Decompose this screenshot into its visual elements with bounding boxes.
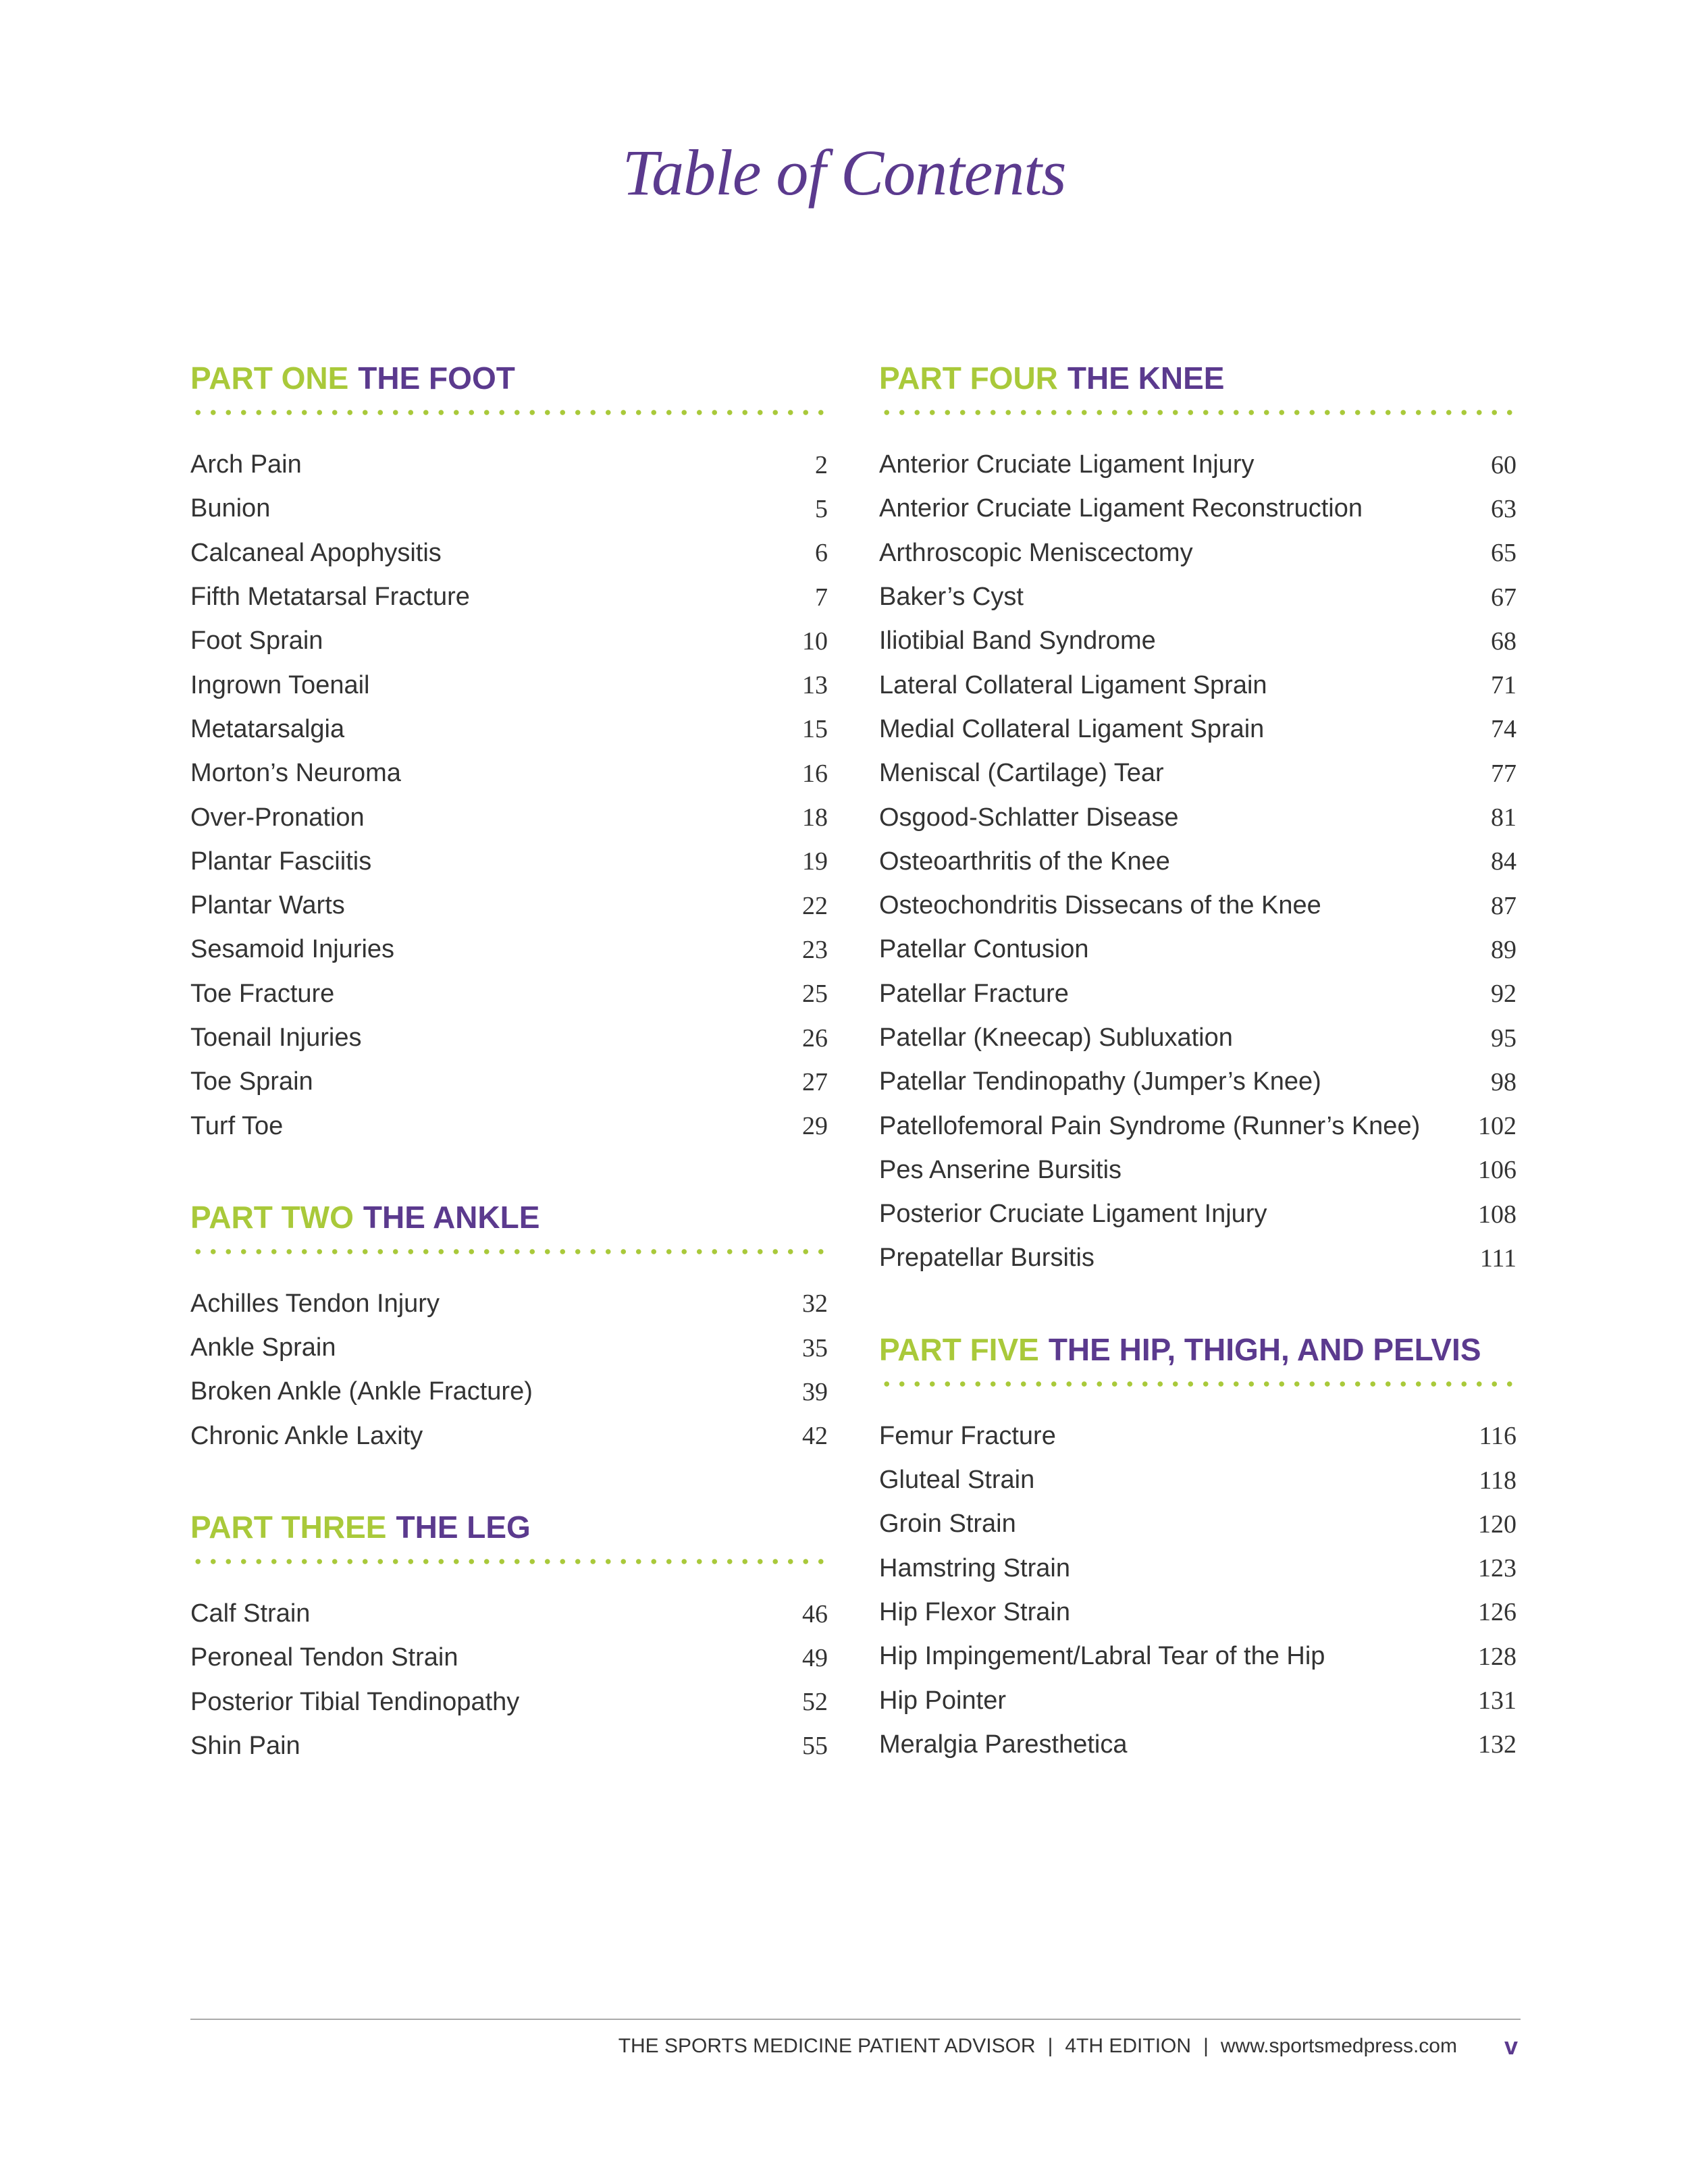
entry-page-number: 13 xyxy=(802,671,828,700)
toc-section xyxy=(879,1329,1521,1767)
entry-title: Patellar Tendinopathy (Jumper’s Knee) xyxy=(879,1067,1321,1096)
entry-title: Osteoarthritis of the Knee xyxy=(879,847,1170,876)
dotted-divider xyxy=(879,1381,1521,1387)
entry-page-number: 87 xyxy=(1491,891,1516,920)
dotted-divider xyxy=(190,1248,832,1255)
toc-entry[interactable] xyxy=(190,840,832,884)
entry-title: Patellar Contusion xyxy=(879,935,1089,964)
entry-title: Osgood-Schlatter Disease xyxy=(879,803,1179,832)
toc-entry[interactable] xyxy=(879,443,1521,487)
toc-entry[interactable] xyxy=(879,531,1521,575)
entry-page-number: 29 xyxy=(802,1112,828,1141)
toc-entry[interactable] xyxy=(879,1060,1521,1104)
entry-title: Hip Pointer xyxy=(879,1686,1006,1715)
part-name: THE ANKLE xyxy=(363,1199,540,1235)
entry-title: Patellar Fracture xyxy=(879,979,1069,1008)
toc-entry[interactable] xyxy=(190,1016,832,1060)
entry-title: Metatarsalgia xyxy=(190,714,345,743)
toc-section xyxy=(190,1197,832,1458)
entry-page-number: 26 xyxy=(802,1023,828,1053)
toc-entry[interactable] xyxy=(879,1192,1521,1236)
entry-title: Turf Toe xyxy=(190,1111,284,1140)
entry-title: Baker’s Cyst xyxy=(879,583,1024,612)
page-title: Table of Contents xyxy=(622,136,1066,209)
entry-title: Posterior Cruciate Ligament Injury xyxy=(879,1200,1267,1229)
toc-entry[interactable] xyxy=(190,443,832,487)
entry-title: Patellar (Kneecap) Subluxation xyxy=(879,1023,1233,1052)
entry-page-number: 67 xyxy=(1491,583,1516,612)
toc-entry[interactable] xyxy=(879,972,1521,1016)
entry-title: Prepatellar Bursitis xyxy=(879,1244,1094,1273)
toc-entry[interactable] xyxy=(190,619,832,663)
entry-title: Gluteal Strain xyxy=(879,1466,1035,1495)
toc-entry[interactable] xyxy=(190,795,832,839)
entry-title: Arthroscopic Meniscectomy xyxy=(879,538,1193,567)
entry-title: Femur Fracture xyxy=(879,1421,1056,1450)
entry-page-number: 25 xyxy=(802,980,828,1009)
part-heading xyxy=(190,1197,832,1237)
entry-title: Morton’s Neuroma xyxy=(190,759,401,788)
entry-page-number: 5 xyxy=(815,494,828,523)
entry-page-number: 128 xyxy=(1478,1642,1516,1671)
toc-entry[interactable] xyxy=(190,1060,832,1104)
toc-entry[interactable] xyxy=(190,1282,832,1326)
entry-page-number: 65 xyxy=(1491,539,1516,568)
entry-title: Fifth Metatarsal Fracture xyxy=(190,583,470,612)
part-name: THE KNEE xyxy=(1067,361,1225,396)
toc-entry[interactable] xyxy=(879,1458,1521,1502)
toc-entry[interactable] xyxy=(879,1236,1521,1280)
entry-title: Achilles Tendon Injury xyxy=(190,1289,440,1318)
entry-page-number: 118 xyxy=(1479,1466,1516,1495)
toc-entry[interactable] xyxy=(190,1724,832,1768)
entry-page-number: 6 xyxy=(815,539,828,568)
entry-page-number: 7 xyxy=(815,583,828,612)
entry-title: Sesamoid Injuries xyxy=(190,935,395,964)
entry-title: Anterior Cruciate Ligament Injury xyxy=(879,450,1255,479)
entry-page-number: 68 xyxy=(1491,627,1516,656)
entry-title: Broken Ankle (Ankle Fracture) xyxy=(190,1377,533,1406)
toc-entry[interactable] xyxy=(879,1591,1521,1634)
entry-title: Osteochondritis Dissecans of the Knee xyxy=(879,891,1321,920)
entry-title: Plantar Fasciitis xyxy=(190,847,372,876)
entry-title: Toe Fracture xyxy=(190,979,335,1008)
entry-page-number: 132 xyxy=(1478,1730,1516,1759)
toc-entry[interactable] xyxy=(879,795,1521,839)
part-heading xyxy=(879,358,1521,398)
toc-entry[interactable] xyxy=(879,1634,1521,1678)
entry-page-number: 39 xyxy=(802,1377,828,1406)
toc-entry[interactable] xyxy=(190,1104,832,1148)
entry-page-number: 131 xyxy=(1478,1686,1516,1715)
entry-page-number: 2 xyxy=(815,450,828,479)
entry-page-number: 89 xyxy=(1491,935,1516,964)
toc-entry[interactable] xyxy=(879,708,1521,751)
entry-page-number: 106 xyxy=(1478,1156,1516,1185)
toc-entry[interactable] xyxy=(190,531,832,575)
dotted-divider xyxy=(190,409,832,416)
entry-page-number: 71 xyxy=(1491,671,1516,700)
toc-left-column xyxy=(190,358,832,1817)
toc-entry[interactable] xyxy=(879,884,1521,928)
entry-page-number: 15 xyxy=(802,715,828,744)
part-heading xyxy=(879,1329,1521,1370)
entry-page-number: 98 xyxy=(1491,1067,1516,1096)
entry-title: Meniscal (Cartilage) Tear xyxy=(879,759,1164,788)
entry-page-number: 77 xyxy=(1491,759,1516,788)
entry-page-number: 92 xyxy=(1491,980,1516,1009)
entry-page-number: 126 xyxy=(1478,1598,1516,1627)
part-name: THE FOOT xyxy=(358,361,515,396)
entry-page-number: 60 xyxy=(1491,450,1516,479)
footer-separator: | xyxy=(1047,2035,1053,2057)
entry-title: Over-Pronation xyxy=(190,803,365,832)
toc-entry[interactable] xyxy=(190,928,832,971)
entry-page-number: 19 xyxy=(802,847,828,876)
entry-page-number: 16 xyxy=(802,759,828,788)
entry-title: Toe Sprain xyxy=(190,1067,313,1096)
entry-title: Peroneal Tendon Strain xyxy=(190,1643,458,1672)
toc-entry[interactable] xyxy=(190,1592,832,1636)
entry-title: Ankle Sprain xyxy=(190,1333,336,1362)
toc-entry[interactable] xyxy=(879,1414,1521,1458)
toc-entry[interactable] xyxy=(879,1104,1521,1148)
toc-entry[interactable] xyxy=(190,1636,832,1680)
toc-entry[interactable] xyxy=(190,575,832,619)
entry-title: Ingrown Toenail xyxy=(190,670,370,699)
part-number: PART TWO xyxy=(190,1199,354,1235)
toc-entry[interactable] xyxy=(879,487,1521,531)
entry-title: Iliotibial Band Syndrome xyxy=(879,627,1156,656)
entry-page-number: 95 xyxy=(1491,1023,1516,1053)
toc-entry[interactable] xyxy=(879,1547,1521,1591)
entry-title: Hamstring Strain xyxy=(879,1553,1070,1582)
footer xyxy=(618,2032,1518,2060)
part-heading xyxy=(190,1507,832,1547)
toc-entry[interactable] xyxy=(190,708,832,751)
entry-page-number: 55 xyxy=(802,1732,828,1761)
toc-entry[interactable] xyxy=(879,663,1521,707)
entry-page-number: 49 xyxy=(802,1643,828,1672)
entry-page-number: 35 xyxy=(802,1333,828,1362)
footer-book-title: THE SPORTS MEDICINE PATIENT ADVISOR xyxy=(618,2035,1036,2057)
entry-page-number: 10 xyxy=(802,627,828,656)
entry-title: Meralgia Paresthetica xyxy=(879,1730,1128,1759)
entry-title: Calcaneal Apophysitis xyxy=(190,538,442,567)
entry-title: Hip Flexor Strain xyxy=(879,1597,1070,1626)
footer-rule xyxy=(190,2019,1521,2020)
entry-title: Groin Strain xyxy=(879,1510,1016,1539)
entry-title: Medial Collateral Ligament Sprain xyxy=(879,714,1265,743)
entry-page-number: 32 xyxy=(802,1289,828,1319)
toc-entry[interactable] xyxy=(879,1016,1521,1060)
part-number: PART FOUR xyxy=(879,361,1058,396)
entry-page-number: 46 xyxy=(802,1599,828,1628)
entry-page-number: 42 xyxy=(802,1422,828,1451)
entry-page-number: 123 xyxy=(1478,1554,1516,1583)
entry-title: Foot Sprain xyxy=(190,627,323,656)
entry-page-number: 18 xyxy=(802,803,828,832)
toc-entry[interactable] xyxy=(879,1678,1521,1722)
entry-page-number: 27 xyxy=(802,1067,828,1096)
part-number: PART THREE xyxy=(190,1509,387,1545)
entry-page-number: 120 xyxy=(1478,1510,1516,1539)
toc-entry[interactable] xyxy=(879,928,1521,971)
entry-page-number: 81 xyxy=(1491,803,1516,832)
footer-url[interactable]: www.sportsmedpress.com xyxy=(1220,2035,1457,2057)
toc-entry[interactable] xyxy=(190,751,832,795)
toc-right-column xyxy=(879,358,1521,1815)
toc-entry[interactable] xyxy=(879,751,1521,795)
entry-page-number: 102 xyxy=(1478,1112,1516,1141)
part-heading xyxy=(190,358,832,398)
entry-title: Pes Anserine Bursitis xyxy=(879,1155,1122,1184)
entry-title: Bunion xyxy=(190,494,271,523)
entry-page-number: 108 xyxy=(1478,1200,1516,1229)
toc-entry[interactable] xyxy=(879,840,1521,884)
entry-title: Chronic Ankle Laxity xyxy=(190,1421,423,1450)
footer-separator: | xyxy=(1203,2035,1209,2057)
entry-page-number: 63 xyxy=(1491,494,1516,523)
entry-page-number: 52 xyxy=(802,1688,828,1717)
toc-section xyxy=(879,358,1521,1281)
toc-entry[interactable] xyxy=(190,1370,832,1414)
dotted-divider xyxy=(879,409,1521,416)
entry-page-number: 22 xyxy=(802,891,828,920)
entry-title: Lateral Collateral Ligament Sprain xyxy=(879,670,1267,699)
entry-page-number: 84 xyxy=(1491,847,1516,876)
toc-entry[interactable] xyxy=(190,663,832,707)
entry-title: Plantar Warts xyxy=(190,891,345,920)
toc-entry[interactable] xyxy=(879,1502,1521,1546)
part-number: PART ONE xyxy=(190,361,349,396)
entry-title: Patellofemoral Pain Syndrome (Runner’s Knee) xyxy=(879,1111,1421,1140)
page-number: v xyxy=(1504,2032,1518,2060)
entry-title: Shin Pain xyxy=(190,1731,300,1760)
toc-entry[interactable] xyxy=(879,1148,1521,1192)
entry-title: Anterior Cruciate Ligament Reconstruction xyxy=(879,494,1363,523)
toc-entry[interactable] xyxy=(190,1414,832,1458)
footer-edition: 4TH EDITION xyxy=(1065,2035,1192,2057)
toc-entry[interactable] xyxy=(879,1723,1521,1767)
entry-page-number: 74 xyxy=(1491,715,1516,744)
toc-section xyxy=(190,1507,832,1768)
toc-section xyxy=(190,358,832,1148)
entry-page-number: 23 xyxy=(802,935,828,964)
entry-title: Hip Impingement/Labral Tear of the Hip xyxy=(879,1642,1325,1671)
toc-entry[interactable] xyxy=(879,575,1521,619)
entry-title: Posterior Tibial Tendinopathy xyxy=(190,1687,520,1716)
toc-entry[interactable] xyxy=(190,972,832,1016)
dotted-divider xyxy=(190,1558,832,1565)
part-number: PART FIVE xyxy=(879,1331,1039,1367)
entry-page-number: 111 xyxy=(1479,1244,1516,1273)
entry-title: Calf Strain xyxy=(190,1599,311,1628)
toc-entry[interactable] xyxy=(190,884,832,928)
entry-page-number: 116 xyxy=(1479,1422,1516,1451)
entry-title: Toenail Injuries xyxy=(190,1023,362,1052)
part-name: THE LEG xyxy=(396,1509,531,1545)
entry-title: Arch Pain xyxy=(190,450,302,479)
toc-entry[interactable] xyxy=(190,487,832,531)
part-name: THE HIP, THIGH, AND PELVIS xyxy=(1048,1331,1481,1367)
toc-entry[interactable] xyxy=(190,1326,832,1370)
toc-entry[interactable] xyxy=(190,1680,832,1724)
toc-entry[interactable] xyxy=(879,619,1521,663)
